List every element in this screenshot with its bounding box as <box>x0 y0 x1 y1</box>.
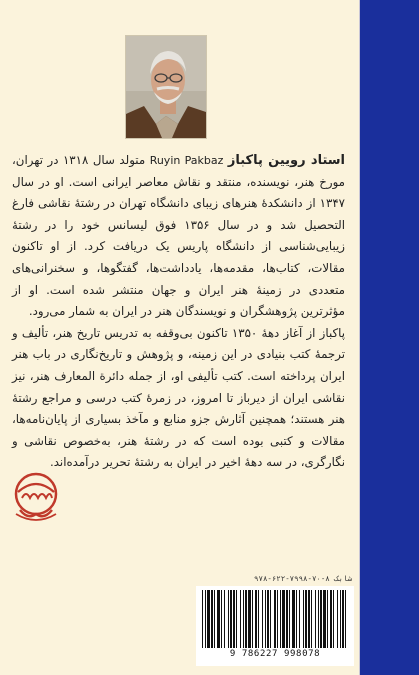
barcode-bar <box>267 590 269 648</box>
barcode-bar <box>265 590 266 648</box>
barcode-bar <box>320 590 322 648</box>
bio-paragraph-2: پاکباز از آغاز دههٔ ۱۳۵۰ تاکنون بی‌وقفه به تدریس تاریخ هنر، تألیف و ترجمهٔ کتب بنیادی در این زمینه، و پژوهش و تاریخ‌نگاری در باب هنر ایران پرداخته است. کتب تألیفی او، از جمله دائرة المعارف هنر، نیز نقاشی ایران از دیرباز تا امروز، در زمرهٔ کتب درسی و مراجع رشتهٔ هنر هستند؛ همچنین آثارش جزو منابع و مآخذ بسیاری از پایان‌نامه‌ها، مقالات و کتبی بوده است که در رشتهٔ هنر، به‌خصوص نقاشی و نگارگری، در سه دههٔ اخیر در ایران به رشتهٔ تحریر درآمده‌اند. <box>12 325 346 470</box>
author-name: استاد رویین پاکباز <box>227 153 345 168</box>
publisher-seal-icon <box>8 470 64 524</box>
barcode-bar <box>255 590 257 648</box>
barcode-bar <box>286 590 288 648</box>
barcode-bar <box>292 590 295 648</box>
barcode-bar <box>296 590 297 648</box>
barcode-bar <box>252 590 253 648</box>
barcode-bar <box>243 590 244 648</box>
barcode-bar <box>214 590 215 648</box>
barcode-bar <box>230 590 232 648</box>
barcode-bar <box>221 590 222 648</box>
author-photo <box>126 36 206 138</box>
barcode-bar <box>340 590 341 648</box>
bio-paragraph-1-text: متولد سال ۱۳۱۸ در تهران، مورخ هنر، نویسنده، منتقد و نقاش معاصر ایرانی است. او در سال ۱۳۴۷ از دانشکدهٔ هنرهای زیبای دانشگاه تهران در رشتهٔ نقاشی فارغ التحصیل شد و در سال ۱۳۵۶ فوق لیسانس خود را در رشتهٔ زیبایی‌شناسی از دانشگاه پاریس یک دریافت کرد. از او تاکنون مقالات، کتاب‌ها، مقدمه‌ها، یادداشت‌ها، گفتگوها، و سخنرانی‌های متعددی در زمینهٔ هنر ایران و جهان منتشر شده است. او از مؤثرترین پژوهشگران و نویسندگان هنر در ایران به شمار می‌رود. <box>12 153 346 319</box>
barcode-bar <box>305 590 307 648</box>
barcode-bar <box>315 590 316 648</box>
barcode-bar <box>248 590 251 648</box>
barcode-digits: 9 786227 998078 <box>196 649 354 659</box>
barcode-bar <box>262 590 263 648</box>
barcode-bar <box>342 590 344 648</box>
barcode-bar <box>318 590 319 648</box>
barcode-bar <box>280 590 281 648</box>
barcode-bar <box>333 590 334 648</box>
barcode-bar <box>337 590 338 648</box>
barcode-bar <box>202 590 203 648</box>
barcode-bar <box>240 590 241 648</box>
barcode-bars <box>196 586 354 650</box>
barcode-bar <box>303 590 304 648</box>
barcode-bar <box>258 590 259 648</box>
author-name-latin: Ruyin Pakbaz <box>149 154 224 167</box>
barcode-bar <box>236 590 237 648</box>
barcode-bar <box>233 590 235 648</box>
barcode-bar <box>205 590 206 648</box>
book-spine <box>360 0 419 675</box>
barcode-bar <box>211 590 213 648</box>
barcode-bar <box>270 590 271 648</box>
barcode-bar <box>274 590 276 648</box>
barcode-bar <box>277 590 278 648</box>
publisher-logo <box>8 470 64 524</box>
isbn-barcode <box>196 586 354 666</box>
barcode-bar <box>299 590 300 648</box>
barcode-bar <box>308 590 310 648</box>
barcode-bar <box>245 590 247 648</box>
author-portrait-image <box>126 36 206 138</box>
barcode-bar <box>330 590 332 648</box>
author-biography <box>12 150 345 474</box>
barcode-bar <box>323 590 326 648</box>
barcode-bar <box>282 590 285 648</box>
barcode-bar <box>311 590 312 648</box>
barcode-bar <box>228 590 229 648</box>
barcode-bar <box>217 590 220 648</box>
bio-paragraph-1 <box>12 150 345 323</box>
isbn-label: شابک ۸-۷۰-۷۹۹۸-۶۲۲-۹۷۸ <box>254 574 352 583</box>
barcode-bar <box>207 590 210 648</box>
barcode-bar <box>327 590 328 648</box>
barcode-bar <box>345 590 346 648</box>
barcode-bar <box>224 590 225 648</box>
barcode-bar <box>289 590 290 648</box>
